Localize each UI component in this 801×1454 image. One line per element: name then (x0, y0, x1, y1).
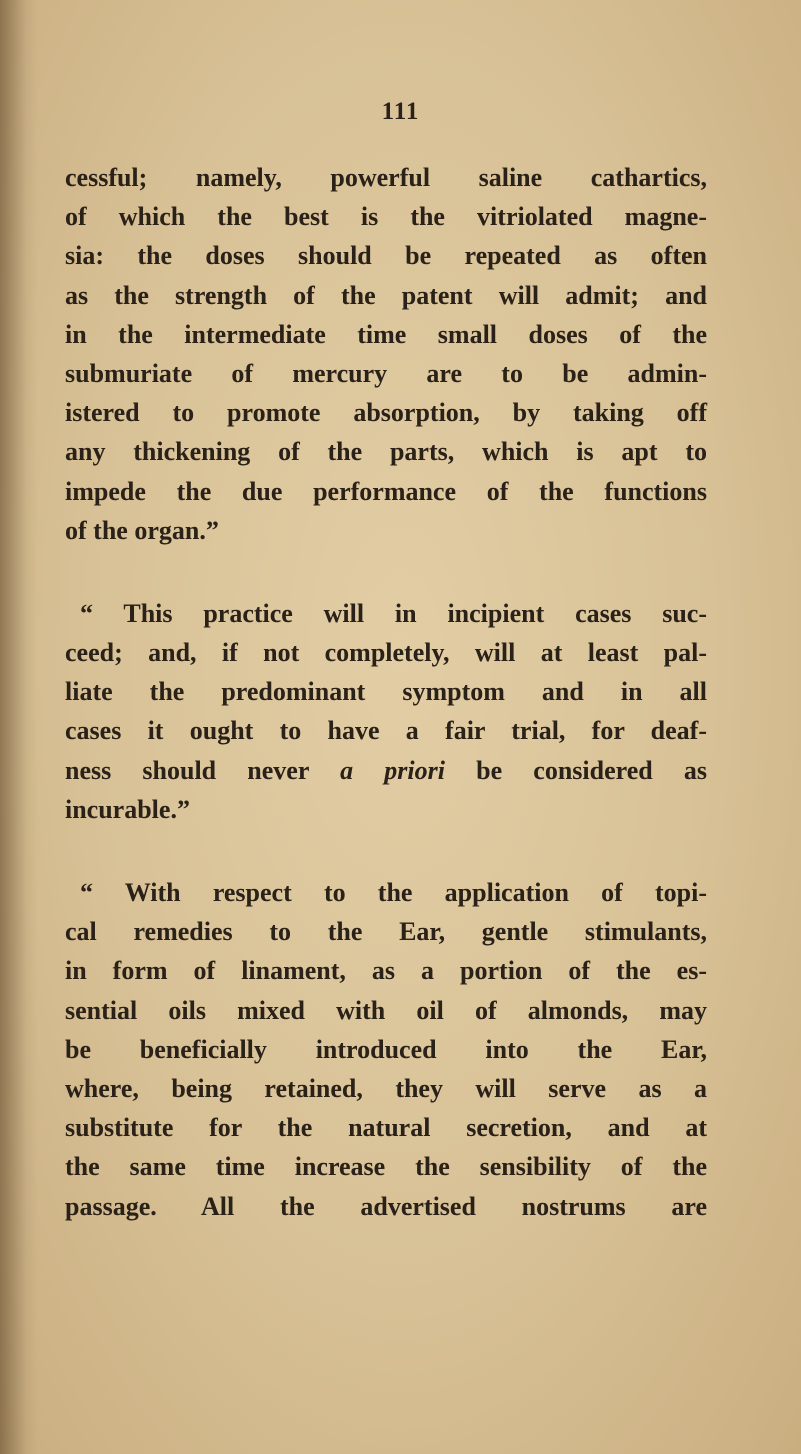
text-run: be considered as (476, 755, 707, 785)
text-line: “ This practice will in incipient cases suc- (80, 598, 707, 628)
body-text (65, 158, 707, 1226)
text-line: the same time increase the sensibility of the (65, 1152, 707, 1182)
text-line: cessful; namely, powerful saline cathartics, (65, 163, 707, 192)
text-line: where, being retained, they will serve as a (65, 1073, 707, 1103)
text-line: cases it ought to have a fair trial, for deaf- (65, 716, 707, 746)
text-line: liate the predominant symptom and in all (65, 677, 707, 707)
text-line: of which the best is the vitriolated magne- (65, 202, 707, 232)
text-line: passage. All the advertised nostrums are (65, 1191, 707, 1221)
text-line-mixed (65, 751, 707, 790)
text-line: substitute for the natural secretion, and at (65, 1113, 707, 1143)
text-line: sia: the doses should be repeated as often (65, 241, 707, 271)
page-binding-shadow (0, 0, 38, 1454)
paragraph (65, 594, 707, 829)
text-line: “ With respect to the application of topi- (80, 878, 707, 907)
page-number: 111 (381, 98, 420, 125)
text-run: ness should never (65, 755, 309, 785)
paragraph (65, 873, 707, 1226)
paragraph (65, 158, 707, 550)
text-line: as the strength of the patent will admit; and (65, 280, 707, 310)
text-line: be beneficially introduced into the Ear, (65, 1034, 707, 1064)
text-line: istered to promote absorption, by taking off (65, 398, 707, 428)
text-line: impede the due performance of the functions (65, 476, 707, 506)
text-line: ceed; and, if not completely, will at least pal- (65, 638, 707, 668)
text-line: in the intermediate time small doses of the (65, 319, 707, 349)
text-line: cal remedies to the Ear, gentle stimulants, (65, 917, 707, 947)
text-line: incurable.” (65, 794, 190, 824)
text-line: sential oils mixed with oil of almonds, may (65, 995, 707, 1025)
text-line: submuriate of mercury are to be admin- (65, 358, 707, 388)
text-line: any thickening of the parts, which is apt to (65, 437, 707, 467)
italic-phrase: a priori (340, 755, 445, 785)
text-line: in form of linament, as a portion of the es- (65, 956, 707, 986)
text-line: of the organ.” (65, 515, 219, 545)
